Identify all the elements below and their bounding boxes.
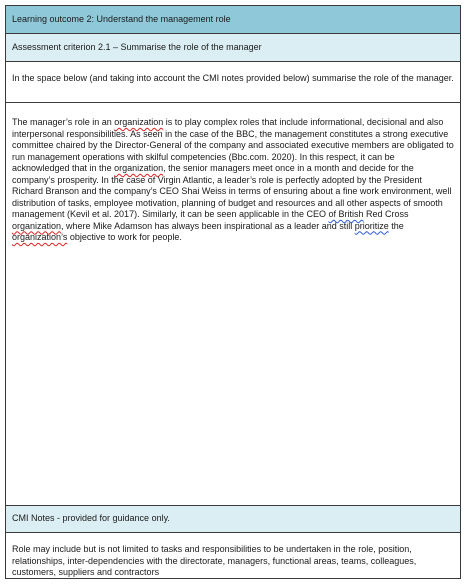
answer-text-segment: , the senior managers meet once in a month and decide for the company’s prosperity. In the case of Virgin Atlantic, a leader’s role is perfectly adopted by the President Richard Branson and the company’s CEO Shai Weiss in terms of ensuring about a fine work environment, well distribution of tasks, employee motivation, planning of budget and resources and all other aspects of smooth management (Kevil et al. 2017). Similarly, it can be seen applicable in the CEO [12, 163, 452, 219]
spelling-flagged-word: organization [114, 163, 164, 173]
answer-text-segment: , where Mike Adamson has always been inspirational as a leader and still [61, 220, 355, 231]
learning-outcome-header [6, 6, 460, 34]
learning-outcome-text: Learning outcome 2: Understand the management role [12, 13, 231, 24]
answer-text-segment: the [388, 220, 404, 231]
answer-text-segment: The manager’s role in an [12, 117, 115, 127]
assessment-criterion-text: Assessment criterion 2.1 – Summarise the role of the manager [12, 41, 262, 52]
spelling-flagged-word: organization [114, 117, 164, 127]
grammar-flagged-word: of British [328, 209, 364, 219]
spelling-flagged-word: organization’s [12, 232, 68, 242]
grammar-flagged-word: prioritize [354, 220, 389, 231]
assessment-criterion-header [6, 34, 460, 62]
instruction-cell [6, 62, 460, 103]
answer-text-segment: objective to work for people. [67, 232, 182, 242]
cmi-notes-cell [6, 533, 460, 579]
spelling-flagged-word: organization [12, 220, 62, 231]
assessment-table [5, 5, 461, 579]
cmi-notes-heading: CMI Notes - provided for guidance only. [12, 513, 170, 524]
answer-text-segment: Red Cross [363, 209, 409, 219]
answer-cell[interactable] [6, 103, 460, 506]
cmi-notes-text: Role may include but is not limited to tasks and responsibilities to be undertaken in the role, position, relationships, inter-dependencies with the directorate, managers, functional areas, teams, colleagues, customers, suppliers and contractors [12, 544, 417, 577]
answer-text-segment: is to play complex roles that include informational, decisional and also interpersonal responsibilities. As seen in the case of the BBC, the management constitutes a strong executive committee chaired by the Director-General of the company and associated executive members are obligated to run management operations with skilful competencies (Bbc.com. 2020). In this respect, it can be acknowledged that in the [12, 117, 454, 173]
answer-paragraph[interactable] [12, 117, 454, 244]
instruction-text: In the space below (and taking into account the CMI notes provided below) summarise the role of the manager. [12, 73, 454, 83]
cmi-notes-header [6, 506, 460, 533]
